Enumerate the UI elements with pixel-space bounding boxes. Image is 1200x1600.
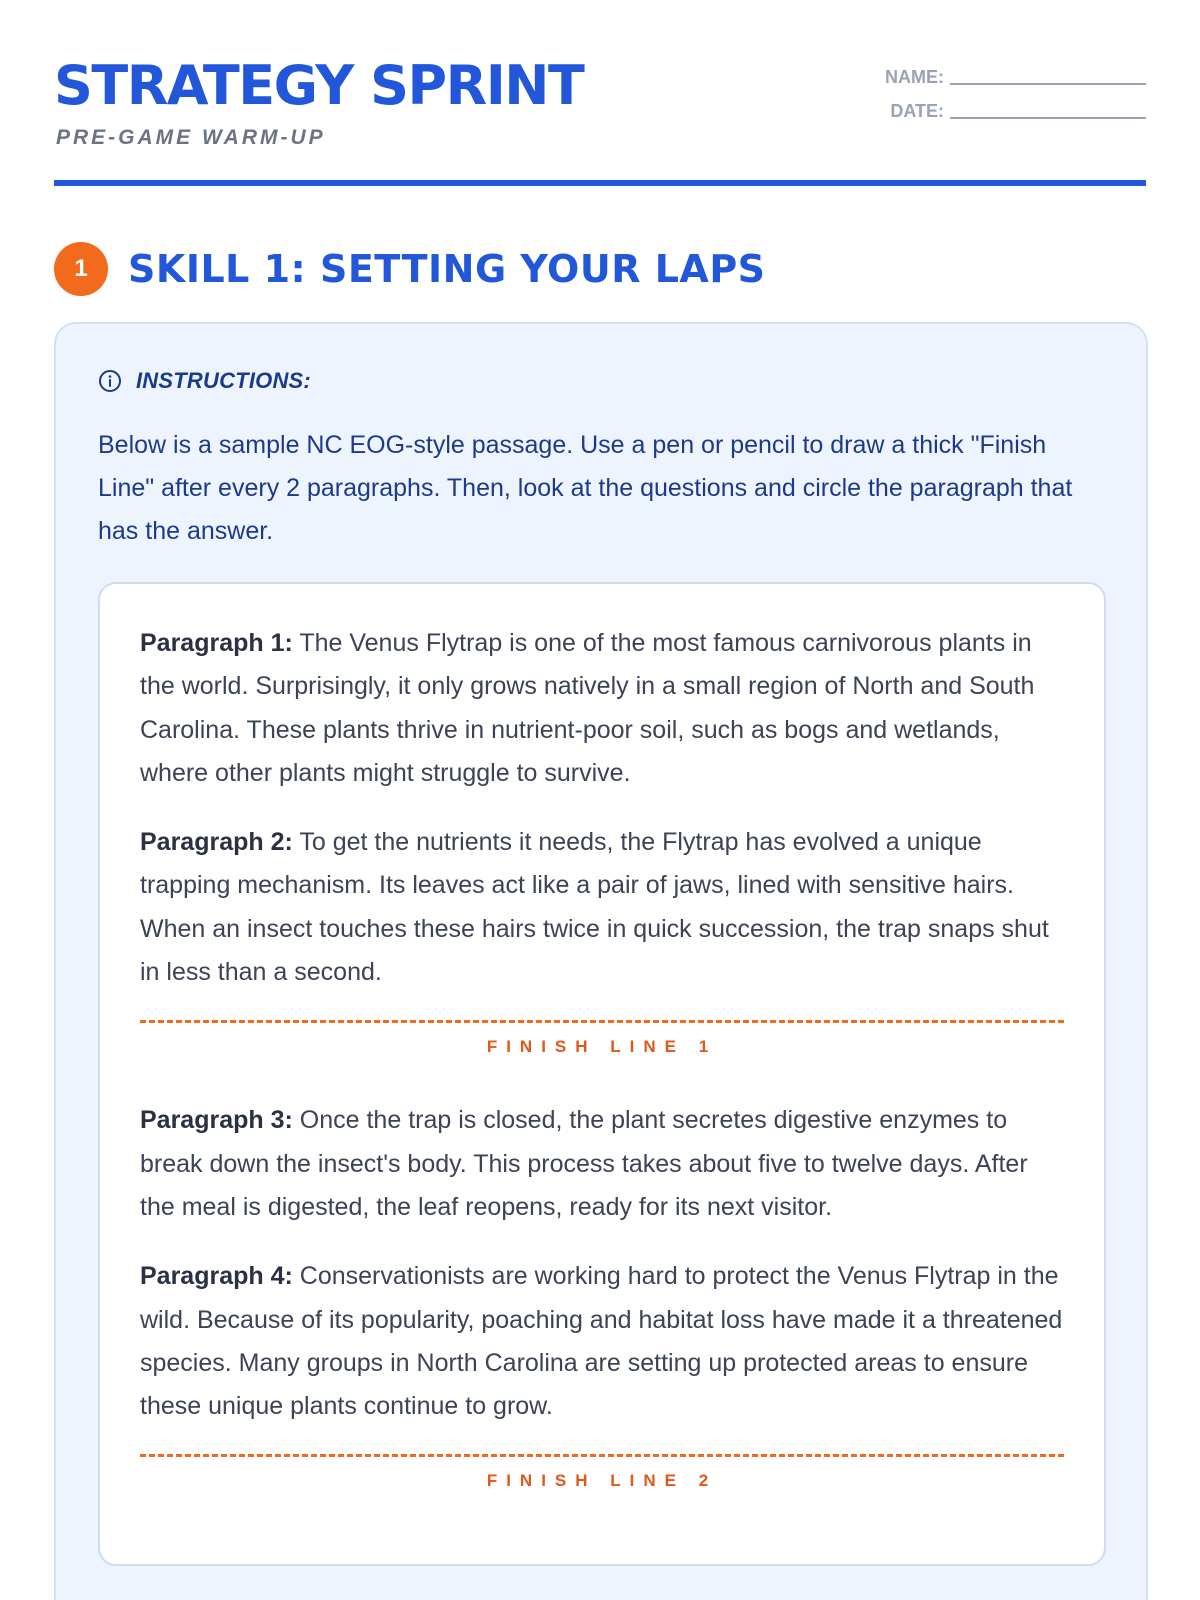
- paragraph-label: Paragraph 3:: [140, 1106, 293, 1135]
- paragraph-1[interactable]: [140, 622, 1064, 795]
- paragraph-label: Paragraph 1:: [140, 629, 293, 657]
- finish-line-label: FINISH LINE 2: [486, 1471, 718, 1491]
- passage-card: [98, 582, 1106, 1566]
- section-heading: [54, 242, 766, 296]
- worksheet-title: STRATEGY SPRINT: [54, 54, 584, 117]
- skill-panel: [54, 322, 1148, 1600]
- paragraph-text: The Venus Flytrap is one of the most famous carnivorous plants in the world. Surprisingly, it only grows natively in a small region of North and South Carolina. These plants thrive in nutrient-poor soil, such as bogs and wetlands, where other plants might struggle to survive.: [140, 629, 1035, 787]
- section-number-badge: 1: [54, 242, 108, 296]
- finish-line-label: FINISH LINE 1: [486, 1037, 718, 1057]
- finish-line-1: [140, 1020, 1064, 1057]
- section-title: SKILL 1: SETTING YOUR LAPS: [128, 247, 766, 291]
- info-icon: [98, 369, 122, 393]
- date-label: DATE:: [890, 101, 944, 121]
- finish-dashed-divider: [140, 1020, 1064, 1023]
- paragraph-3[interactable]: [140, 1099, 1064, 1229]
- date-row: [876, 88, 1146, 122]
- paragraph-text: Once the trap is closed, the plant secretes digestive enzymes to break down the insect's body. This process takes about five to twelve days. After the meal is digested, the leaf reopens, ready for its next visitor.: [140, 1106, 1028, 1221]
- worksheet-header: [54, 0, 1146, 186]
- student-info: [876, 54, 1146, 122]
- name-blank[interactable]: [950, 63, 1146, 85]
- instructions-heading: [98, 368, 311, 394]
- finish-dashed-divider: [140, 1454, 1064, 1457]
- finish-line-2: [140, 1454, 1064, 1491]
- worksheet-subtitle: PRE-GAME WARM-UP: [56, 126, 326, 149]
- date-blank[interactable]: [950, 97, 1146, 119]
- paragraph-4[interactable]: [140, 1255, 1064, 1428]
- instructions-label: INSTRUCTIONS:: [136, 368, 311, 393]
- paragraph-label: Paragraph 2:: [140, 828, 293, 857]
- paragraph-label: Paragraph 4:: [140, 1262, 293, 1291]
- name-row: [876, 54, 1146, 88]
- paragraph-text: Conservationists are working hard to protect the Venus Flytrap in the wild. Because of its popularity, poaching and habitat loss have made it a threatened species. Many groups in North Carolina are setting up protected areas to ensure these unique plants continue to grow.: [140, 1262, 1063, 1421]
- paragraph-text: To get the nutrients it needs, the Flytrap has evolved a unique trapping mechanism. Its leaves act like a pair of jaws, lined with sensitive hairs. When an insect touches these hairs twice in quick succession, the trap snaps shut in less than a second.: [140, 828, 1049, 987]
- name-label: NAME:: [885, 67, 944, 87]
- paragraph-2[interactable]: [140, 821, 1064, 994]
- instructions-text: Below is a sample NC EOG-style passage. Use a pen or pencil to draw a thick "Finish Line" after every 2 paragraphs. Then, look at the questions and circle the paragraph that has the answer.: [98, 431, 1073, 545]
